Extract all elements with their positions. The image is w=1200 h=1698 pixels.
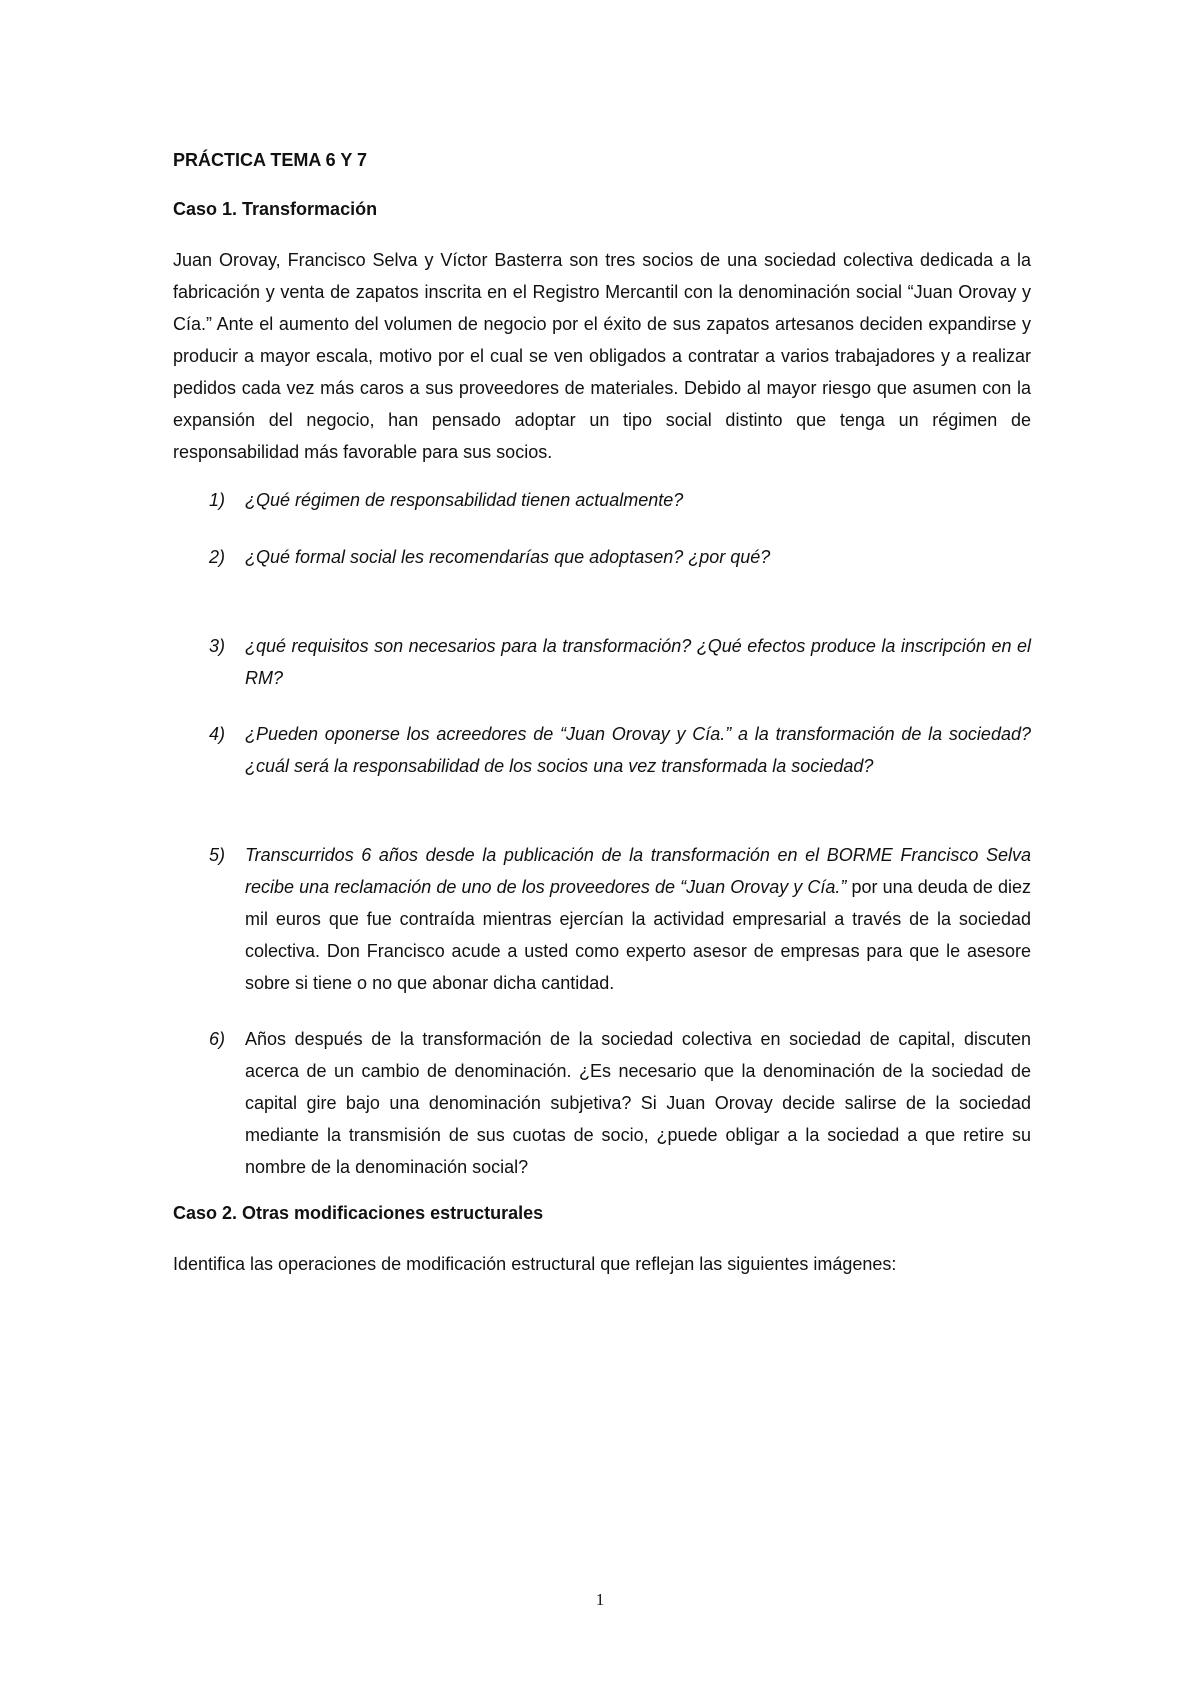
question-5 — [173, 839, 1031, 999]
question-4 — [173, 718, 1031, 782]
question-1 — [173, 484, 1031, 516]
document-title: PRÁCTICA TEMA 6 Y 7 — [173, 150, 368, 170]
question-text — [245, 845, 1031, 993]
question-number: 1) — [209, 490, 226, 510]
question-number: 2) — [209, 547, 226, 567]
question-6 — [173, 1023, 1031, 1183]
question-number: 3) — [209, 636, 226, 656]
case1-question-list — [173, 484, 1031, 1183]
case2-intro: Identifica las operaciones de modificación estructural que reflejan las siguientes imágenes: — [173, 1254, 897, 1274]
question-number: 6) — [209, 1029, 226, 1049]
question-text: Años después de la transformación de la sociedad colectiva en sociedad de capital, discuten acerca de un cambio de denominación. ¿Es necesario que la denominación de la sociedad de capital gire bajo una denominación subjetiva? Si Juan Orovay decide salirse de la sociedad mediante la transmisión de sus cuotas de socio, ¿puede obligar a la sociedad a que retire su nombre de la denominación social? — [245, 1029, 1031, 1177]
case2-heading: Caso 2. Otras modificaciones estructurales — [173, 1203, 544, 1223]
document-body — [173, 146, 1031, 1296]
question-text: ¿Qué régimen de responsabilidad tienen actualmente? — [245, 490, 684, 510]
question-2 — [173, 541, 1031, 573]
question-text: ¿Qué formal social les recomendarías que adoptasen? ¿por qué? — [245, 547, 771, 567]
question-text-plain: por una deuda de diez mil euros que fue contraída mientras ejercían la actividad empresarial a través de la sociedad colectiva. Don Francisco acude a usted como experto asesor de empresas para que le asesore sobre si tiene o no que abonar dicha cantidad. — [245, 877, 1032, 993]
case1-heading: Caso 1. Transformación — [173, 199, 378, 219]
question-text-italic: Transcurridos 6 años desde la publicación de la transformación en el BORME Francisco Selva recibe una reclamación de uno de los proveedores de “Juan Orovay y Cía.” — [245, 845, 1031, 897]
question-number: 4) — [209, 724, 226, 744]
case1-intro: Juan Orovay, Francisco Selva y Víctor Basterra son tres socios de una sociedad colectiva dedicada a la fabricación y venta de zapatos inscrita en el Registro Mercantil con la denominación social “Juan Orovay y Cía.” Ante el aumento del volumen de negocio por el éxito de sus zapatos artesanos deciden expandirse y producir a mayor escala, motivo por el cual se ven obligados a contratar a varios trabajadores y a realizar pedidos cada vez más caros a sus proveedores de materiales. Debido al mayor riesgo que asumen con la expansión del negocio, han pensado adoptar un tipo social distinto que tenga un régimen de responsabilidad más favorable para sus socios. — [173, 250, 1031, 462]
page-number: 1 — [595, 1590, 605, 1609]
question-text: ¿Pueden oponerse los acreedores de “Juan Orovay y Cía.” a la transformación de la sociedad? ¿cuál será la responsabilidad de los socios una vez transformada la sociedad? — [245, 724, 1031, 776]
question-number: 5) — [209, 845, 226, 865]
question-text: ¿qué requisitos son necesarios para la transformación? ¿Qué efectos produce la inscripción en el RM? — [245, 636, 1031, 688]
question-3 — [173, 630, 1031, 694]
